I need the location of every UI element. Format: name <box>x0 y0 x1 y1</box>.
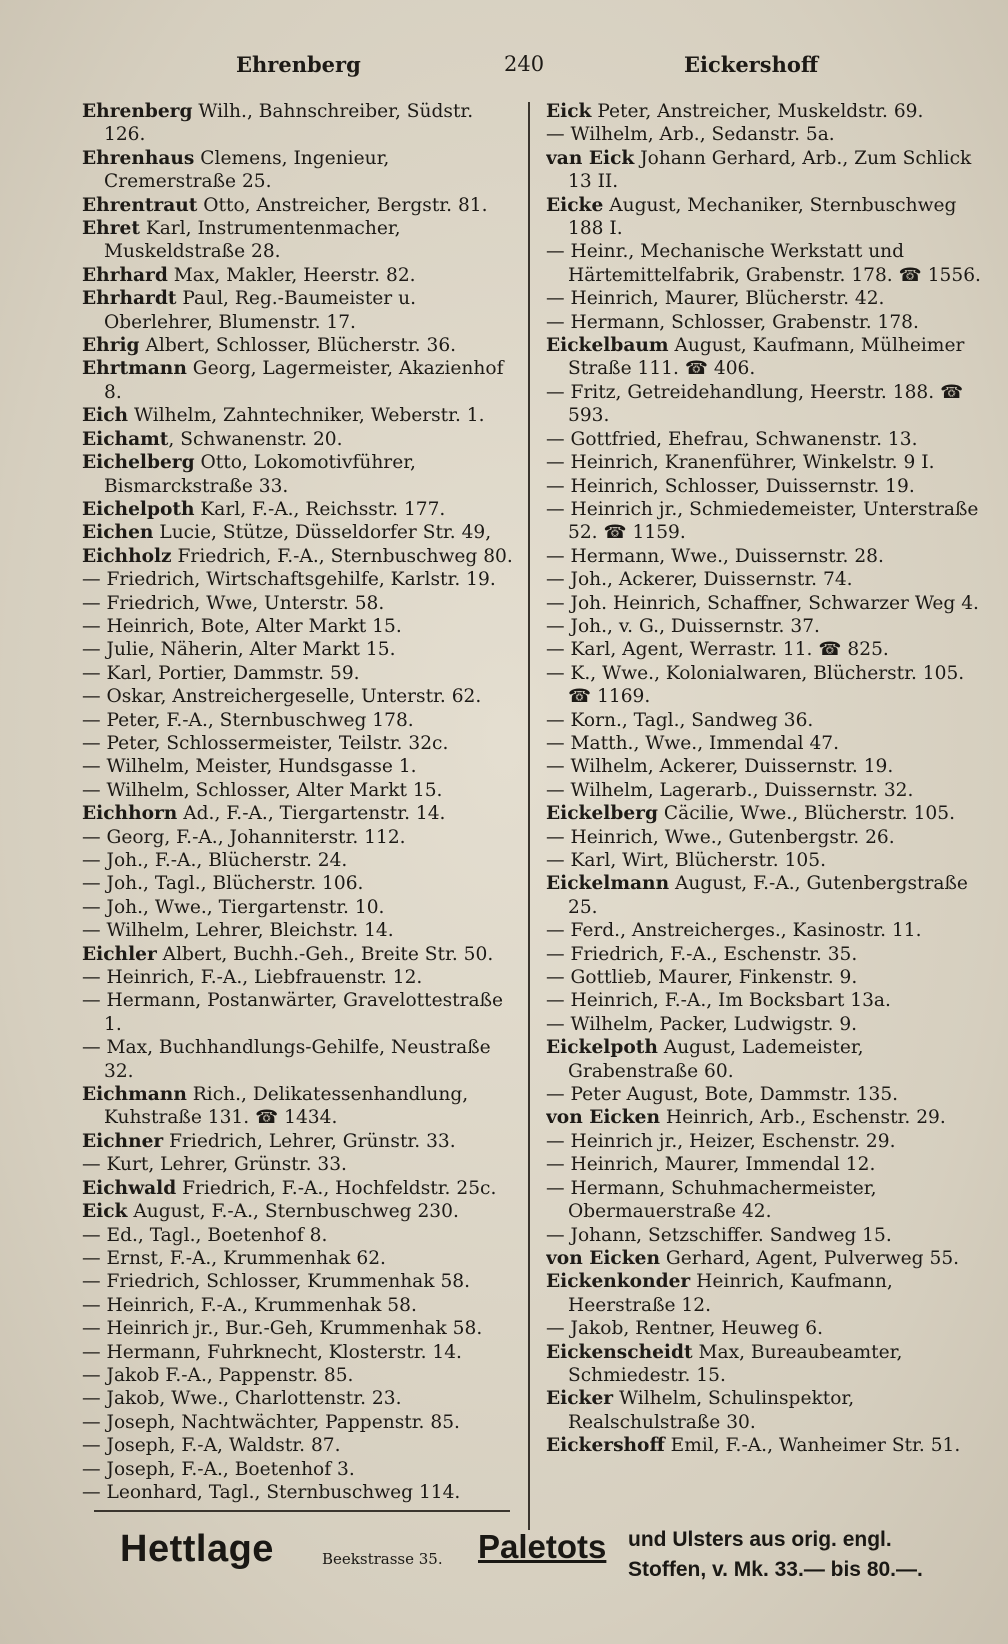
directory-entry <box>82 1224 520 1247</box>
entry-details: Friedrich, F.-A., Sternbuschweg 80. <box>171 545 513 567</box>
entry-details: — Joh., F.-A., Blücherstr. 24. <box>82 850 348 871</box>
directory-entry <box>82 1153 520 1176</box>
entry-details: Wilhelm, Zahntechniker, Weberstr. 1. <box>128 405 485 427</box>
directory-entry <box>82 779 520 802</box>
entry-details: — Heinrich, F.-A., Krummenhak 58. <box>82 1294 417 1316</box>
entry-details: August, Lademeister, Grabenstraße 60. <box>568 1037 864 1082</box>
page-header <box>84 52 972 88</box>
directory-entry <box>546 638 984 661</box>
entry-details: — Hermann, Schuhmachermeister, Obermauerstraße 42. <box>546 1177 877 1223</box>
directory-entry <box>546 943 984 966</box>
directory-entry <box>546 1341 984 1388</box>
directory-entry <box>546 100 984 123</box>
directory-entry <box>82 568 520 591</box>
entry-surname: Eichler <box>82 943 157 965</box>
entry-details: — Fritz, Getreidehandlung, Heerstr. 188. ☎ 593. <box>546 381 964 427</box>
directory-entry <box>546 709 984 732</box>
entry-details: — Matth., Wwe., Immendal 47. <box>546 732 840 754</box>
entry-details: Karl, F.-A., Reichsstr. 177. <box>194 498 446 520</box>
entry-surname: Ehrig <box>82 335 140 357</box>
entry-details: — Leonhard, Tagl., Sternbuschweg 114. <box>82 1481 461 1503</box>
entry-details: Max, Makler, Heerstr. 82. <box>167 264 416 286</box>
directory-entry <box>546 1177 984 1224</box>
directory-entry <box>82 943 520 966</box>
entry-surname: Eichwald <box>82 1177 177 1199</box>
entry-details: Albert, Schlosser, Blücherstr. 36. <box>139 335 457 357</box>
entry-details: — Joh. Heinrich, Schaffner, Schwarzer Weg 4. <box>546 592 979 614</box>
entry-surname: Eick <box>82 1201 128 1223</box>
entry-details: Ad., F.-A., Tiergartenstr. 14. <box>177 803 446 825</box>
entry-details: Wilhelm, Schulinspektor, Realschulstraße 30. <box>568 1388 855 1433</box>
entry-details: — Gottlieb, Maurer, Finkenstr. 9. <box>546 967 858 989</box>
directory-entry <box>546 966 984 989</box>
directory-entry <box>82 732 520 755</box>
entry-details: — Heinrich, F.-A., Im Bocksbart 13a. <box>546 990 891 1012</box>
entry-surname: Ehrenhaus <box>82 147 195 169</box>
entry-details: — Karl, Agent, Werrastr. 11. ☎ 825. <box>546 639 889 661</box>
entry-surname: Ehrhardt <box>82 288 177 310</box>
entry-details: Emil, F.-A., Wanheimer Str. 51. <box>664 1435 961 1457</box>
directory-entry <box>546 498 984 545</box>
entry-details: August, F.-A., Sternbuschweg 230. <box>127 1201 459 1223</box>
entry-surname: Eichamt <box>82 428 169 450</box>
directory-entry <box>82 147 520 194</box>
directory-entry <box>546 1036 984 1083</box>
directory-entry <box>82 545 520 568</box>
entry-surname: Ehret <box>82 218 140 240</box>
directory-entry <box>82 1294 520 1317</box>
directory-entry <box>546 451 984 474</box>
directory-entry <box>82 428 520 451</box>
directory-entry <box>82 100 520 147</box>
directory-entry <box>82 1083 520 1130</box>
entry-details: — Peter August, Bote, Dammstr. 135. <box>546 1084 899 1106</box>
entry-details: — Friedrich, Schlosser, Krummenhak 58. <box>82 1271 471 1293</box>
entry-details: — Heinrich jr., Schmiedemeister, Unterstraße 52. ☎ 1159. <box>546 498 979 544</box>
entry-details: — Heinrich, F.-A., Liebfrauenstr. 12. <box>82 967 423 989</box>
entry-surname: Eichelberg <box>82 452 195 474</box>
entry-details: — Wilhelm, Arb., Sedanstr. 5a. <box>546 124 835 146</box>
entry-details: Albert, Buchh.-Geh., Breite Str. 50. <box>156 943 494 965</box>
directory-entry <box>82 287 520 334</box>
directory-entry <box>82 1247 520 1270</box>
ad-product: Paletots <box>478 1528 607 1565</box>
entry-details: — Joh., Tagl., Blücherstr. 106. <box>82 873 364 895</box>
directory-entry <box>546 147 984 194</box>
entry-surname: Eichner <box>82 1130 164 1152</box>
ad-line-2: Stoffen, v. Mk. 33.— bis 80.—. <box>628 1558 923 1581</box>
entry-details: — Friedrich, F.-A., Eschenstr. 35. <box>546 943 858 965</box>
entry-details: — Hermann, Fuhrknecht, Klosterstr. 14. <box>82 1341 462 1363</box>
entry-details: — Ernst, F.-A., Krummenhak 62. <box>82 1247 386 1269</box>
directory-entry <box>82 194 520 217</box>
directory-entry <box>546 287 984 310</box>
entry-details: Wilh., Bahnschreiber, Südstr. 126. <box>104 101 474 146</box>
entry-details: — Hermann, Schlosser, Grabenstr. 178. <box>546 311 919 333</box>
entry-surname: Eich <box>82 405 129 427</box>
ad-line-1: und Ulsters aus orig. engl. <box>628 1528 892 1551</box>
directory-entry <box>546 545 984 568</box>
directory-entry <box>546 1130 984 1153</box>
entry-details: — Jakob, Wwe., Charlottenstr. 23. <box>82 1388 402 1410</box>
entry-surname: Eichhorn <box>82 803 178 825</box>
directory-entry <box>546 1434 984 1457</box>
directory-entry <box>546 568 984 591</box>
entry-details: Otto, Anstreicher, Bergstr. 81. <box>197 194 488 216</box>
entry-details: Heinrich, Kaufmann, Heerstraße 12. <box>568 1271 893 1316</box>
entry-details: — Ferd., Anstreicherges., Kasinostr. 11. <box>546 920 922 942</box>
entry-surname: Eickershoff <box>546 1435 665 1457</box>
directory-entry <box>82 1036 520 1083</box>
header-first-entry: Ehrenberg <box>236 52 361 77</box>
entry-surname: Eichen <box>82 522 154 544</box>
entry-surname: von Eicken <box>546 1247 660 1269</box>
entry-details: — Oskar, Anstreichergeselle, Unterstr. 62. <box>82 686 482 708</box>
entry-surname: Eickelbaum <box>546 335 669 357</box>
directory-entry <box>82 802 520 825</box>
directory-entry <box>546 1106 984 1129</box>
entry-details: — Kurt, Lehrer, Grünstr. 33. <box>82 1154 347 1176</box>
directory-entry <box>82 1458 520 1481</box>
directory-entry <box>82 966 520 989</box>
entry-surname: Eichmann <box>82 1084 187 1106</box>
entry-details: — Johann, Setzschiffer. Sandweg 15. <box>546 1224 892 1246</box>
entry-details: — Joseph, F.-A, Waldstr. 87. <box>82 1435 341 1457</box>
entry-surname: Eichelpoth <box>82 498 195 520</box>
entry-surname: Eickelpoth <box>546 1037 658 1059</box>
entry-details: Friedrich, Lehrer, Grünstr. 33. <box>163 1130 456 1152</box>
entry-details: — Heinrich, Kranenführer, Winkelstr. 9 I. <box>546 452 935 474</box>
directory-entry <box>82 662 520 685</box>
ad-address: Beekstrasse 35. <box>322 1550 443 1568</box>
entry-details: — Heinrich jr., Heizer, Eschenstr. 29. <box>546 1130 896 1152</box>
directory-entry <box>546 428 984 451</box>
entry-surname: Eickenkonder <box>546 1271 691 1293</box>
entry-details: — K., Wwe., Kolonialwaren, Blücherstr. 105. ☎ 1169. <box>546 662 965 708</box>
entry-surname: Eicker <box>546 1388 614 1410</box>
entry-details: — Joseph, F.-A., Boetenhof 3. <box>82 1458 355 1480</box>
entry-details: — Georg, F.-A., Johanniterstr. 112. <box>82 826 406 848</box>
entry-details: — Hermann, Wwe., Duissernstr. 28. <box>546 545 884 567</box>
entry-surname: Ehrhard <box>82 264 168 286</box>
entry-details: — Heinrich jr., Bur.-Geh, Krummenhak 58. <box>82 1318 483 1340</box>
entry-surname: Ehrenberg <box>82 101 193 122</box>
entry-details: Heinrich, Arb., Eschenstr. 29. <box>660 1107 946 1129</box>
entry-details: Clemens, Ingenieur, Cremerstraße 25. <box>104 147 390 193</box>
directory-entry <box>82 755 520 778</box>
entry-surname: Eick <box>546 101 592 122</box>
entry-surname: van Eick <box>546 147 635 169</box>
directory-entry <box>546 592 984 615</box>
right-column <box>546 100 984 1530</box>
directory-entry <box>546 662 984 709</box>
entry-details: Friedrich, F.-A., Hochfeldstr. 25c. <box>176 1177 497 1199</box>
directory-entry <box>546 311 984 334</box>
entry-details: — Heinrich, Wwe., Gutenbergstr. 26. <box>546 826 895 848</box>
entry-surname: Eichholz <box>82 545 172 567</box>
directory-entry <box>546 240 984 287</box>
entry-details: — Heinrich, Maurer, Immendal 12. <box>546 1154 876 1176</box>
directory-entry <box>546 1387 984 1434</box>
directory-entry <box>546 732 984 755</box>
entry-details: — Heinr., Mechanische Werkstatt und Härtemittelfabrik, Grabenstr. 178. ☎ 1556. <box>546 241 981 286</box>
entry-surname: Eickelberg <box>546 803 658 825</box>
directory-entry <box>546 755 984 778</box>
directory-entry <box>82 919 520 942</box>
entry-details: — Gottfried, Ehefrau, Schwanenstr. 13. <box>546 428 918 450</box>
entry-details: — Wilhelm, Lagerarb., Duissernstr. 32. <box>546 779 914 801</box>
header-last-entry: Eickershoff <box>684 52 819 77</box>
entry-details: — Hermann, Postanwärter, Gravelottestraße 1. <box>82 990 503 1035</box>
entry-surname: Ehrentraut <box>82 194 198 216</box>
directory-entry <box>546 615 984 638</box>
directory-entry <box>546 1224 984 1247</box>
entry-details: — Wilhelm, Lehrer, Bleichstr. 14. <box>82 920 394 942</box>
entry-details: — Karl, Portier, Dammstr. 59. <box>82 662 360 684</box>
entry-details: — Heinrich, Schlosser, Duissernstr. 19. <box>546 475 915 497</box>
directory-entry <box>82 498 520 521</box>
ad-brand: Hettlage <box>120 1528 274 1570</box>
directory-entry <box>546 1247 984 1270</box>
directory-entry <box>546 194 984 241</box>
entry-details: — Wilhelm, Schlosser, Alter Markt 15. <box>82 779 443 801</box>
entry-details: Max, Bureaubeamter, Schmiedestr. 15. <box>568 1341 903 1386</box>
directory-entry <box>546 1317 984 1340</box>
directory-entry <box>82 872 520 895</box>
directory-entry <box>82 615 520 638</box>
entry-details: — Max, Buchhandlungs-Gehilfe, Neustraße 32. <box>82 1037 491 1082</box>
entry-details: — Joh., v. G., Duissernstr. 37. <box>546 615 820 637</box>
directory-entry <box>82 334 520 357</box>
entry-surname: von Eicken <box>546 1107 660 1129</box>
entry-details: August, F.-A., Gutenbergstraße 25. <box>568 873 968 918</box>
entry-details: Peter, Anstreicher, Muskeldstr. 69. <box>591 101 924 122</box>
directory-entry <box>546 1083 984 1106</box>
column-divider <box>528 102 530 1530</box>
entry-details: Cäcilie, Wwe., Blücherstr. 105. <box>657 803 955 825</box>
directory-entry <box>546 1153 984 1176</box>
directory-entry <box>546 779 984 802</box>
entry-surname: Eicke <box>546 194 604 216</box>
directory-entry <box>546 802 984 825</box>
entry-details: — Jakob, Rentner, Heuweg 6. <box>546 1318 823 1340</box>
directory-entry <box>82 989 520 1036</box>
entry-details: Johann Gerhard, Arb., Zum Schlick 13 II. <box>568 147 972 193</box>
entry-details: August, Kaufmann, Mülheimer Straße 111. ☎ 406. <box>568 335 965 380</box>
directory-entry <box>82 896 520 919</box>
entry-details: Gerhard, Agent, Pulverweg 55. <box>660 1247 960 1269</box>
directory-entry <box>82 521 520 544</box>
entry-details: — Peter, Schlossermeister, Teilstr. 32c. <box>82 732 449 754</box>
directory-entry <box>82 826 520 849</box>
directory-entry <box>82 638 520 661</box>
directory-entry <box>546 475 984 498</box>
directory-entry <box>546 334 984 381</box>
entry-details: — Karl, Wirt, Blücherstr. 105. <box>546 850 826 871</box>
entry-details: — Ed., Tagl., Boetenhof 8. <box>82 1224 328 1246</box>
directory-entry <box>82 1317 520 1340</box>
entry-details: — Friedrich, Wwe, Unterstr. 58. <box>82 592 385 614</box>
entry-details: — Peter, F.-A., Sternbuschweg 178. <box>82 709 414 731</box>
directory-entry <box>82 451 520 498</box>
advertisement <box>120 1528 980 1598</box>
directory-entry <box>82 1411 520 1434</box>
entry-details: Lucie, Stütze, Düsseldorfer Str. 49, <box>153 522 492 544</box>
directory-entry <box>82 357 520 404</box>
entry-details: — Joseph, Nachtwächter, Pappenstr. 85. <box>82 1411 460 1433</box>
directory-entry <box>546 123 984 146</box>
entry-details: — Friedrich, Wirtschaftsgehilfe, Karlstr. 19. <box>82 569 496 591</box>
entry-details: — Jakob F.-A., Pappenstr. 85. <box>82 1364 354 1386</box>
entry-surname: Eickelmann <box>546 873 670 895</box>
entry-surname: Eickenscheidt <box>546 1341 693 1363</box>
entry-details: Otto, Lokomotivführer, Bismarckstraße 33. <box>104 452 416 497</box>
entry-details: Georg, Lagermeister, Akazienhof 8. <box>104 358 504 403</box>
entry-details: — Wilhelm, Packer, Ludwigstr. 9. <box>546 1013 858 1035</box>
entry-details: — Wilhelm, Ackerer, Duissernstr. 19. <box>546 756 894 778</box>
directory-entry <box>82 1387 520 1410</box>
directory-entry <box>546 381 984 428</box>
entry-details: Paul, Reg.-Baumeister u. Oberlehrer, Blumenstr. 17. <box>104 288 416 333</box>
directory-entry <box>82 709 520 732</box>
directory-entry <box>82 1130 520 1153</box>
entry-details: Rich., Delikatessenhandlung, Kuhstraße 131. ☎ 1434. <box>104 1084 469 1129</box>
directory-entry <box>82 404 520 427</box>
entry-details: , Schwanenstr. 20. <box>168 428 343 450</box>
entry-details: August, Mechaniker, Sternbuschweg 188 I. <box>568 194 957 240</box>
entry-details: — Korn., Tagl., Sandweg 36. <box>546 709 814 731</box>
entry-details: Karl, Instrumentenmacher, Muskeldstraße 28. <box>104 218 401 263</box>
directory-entry <box>82 1481 520 1504</box>
entry-details: — Joh., Wwe., Tiergartenstr. 10. <box>82 896 385 918</box>
left-column <box>82 100 520 1530</box>
directory-entry <box>82 1434 520 1457</box>
directory-entry <box>82 1200 520 1223</box>
directory-entry <box>546 849 984 872</box>
directory-entry <box>82 217 520 264</box>
directory-entry <box>82 849 520 872</box>
directory-entry <box>82 685 520 708</box>
directory-entry <box>546 1013 984 1036</box>
directory-entry <box>82 264 520 287</box>
directory-entry <box>82 1364 520 1387</box>
entry-details: — Heinrich, Bote, Alter Markt 15. <box>82 615 402 637</box>
directory-entry <box>546 872 984 919</box>
entry-details: — Heinrich, Maurer, Blücherstr. 42. <box>546 288 885 310</box>
entry-details: — Wilhelm, Meister, Hundsgasse 1. <box>82 756 417 778</box>
directory-entry <box>82 1177 520 1200</box>
entry-details: — Julie, Näherin, Alter Markt 15. <box>82 639 396 661</box>
bottom-rule <box>94 1510 510 1512</box>
directory-entry <box>546 919 984 942</box>
directory-entry <box>82 1341 520 1364</box>
directory-entry <box>546 1270 984 1317</box>
entry-details: — Joh., Ackerer, Duissernstr. 74. <box>546 569 853 591</box>
page-number: 240 <box>504 52 545 76</box>
directory-entry <box>546 826 984 849</box>
directory-entry <box>82 1270 520 1293</box>
entry-surname: Ehrtmann <box>82 358 187 380</box>
directory-entry <box>546 989 984 1012</box>
directory-entry <box>82 592 520 615</box>
